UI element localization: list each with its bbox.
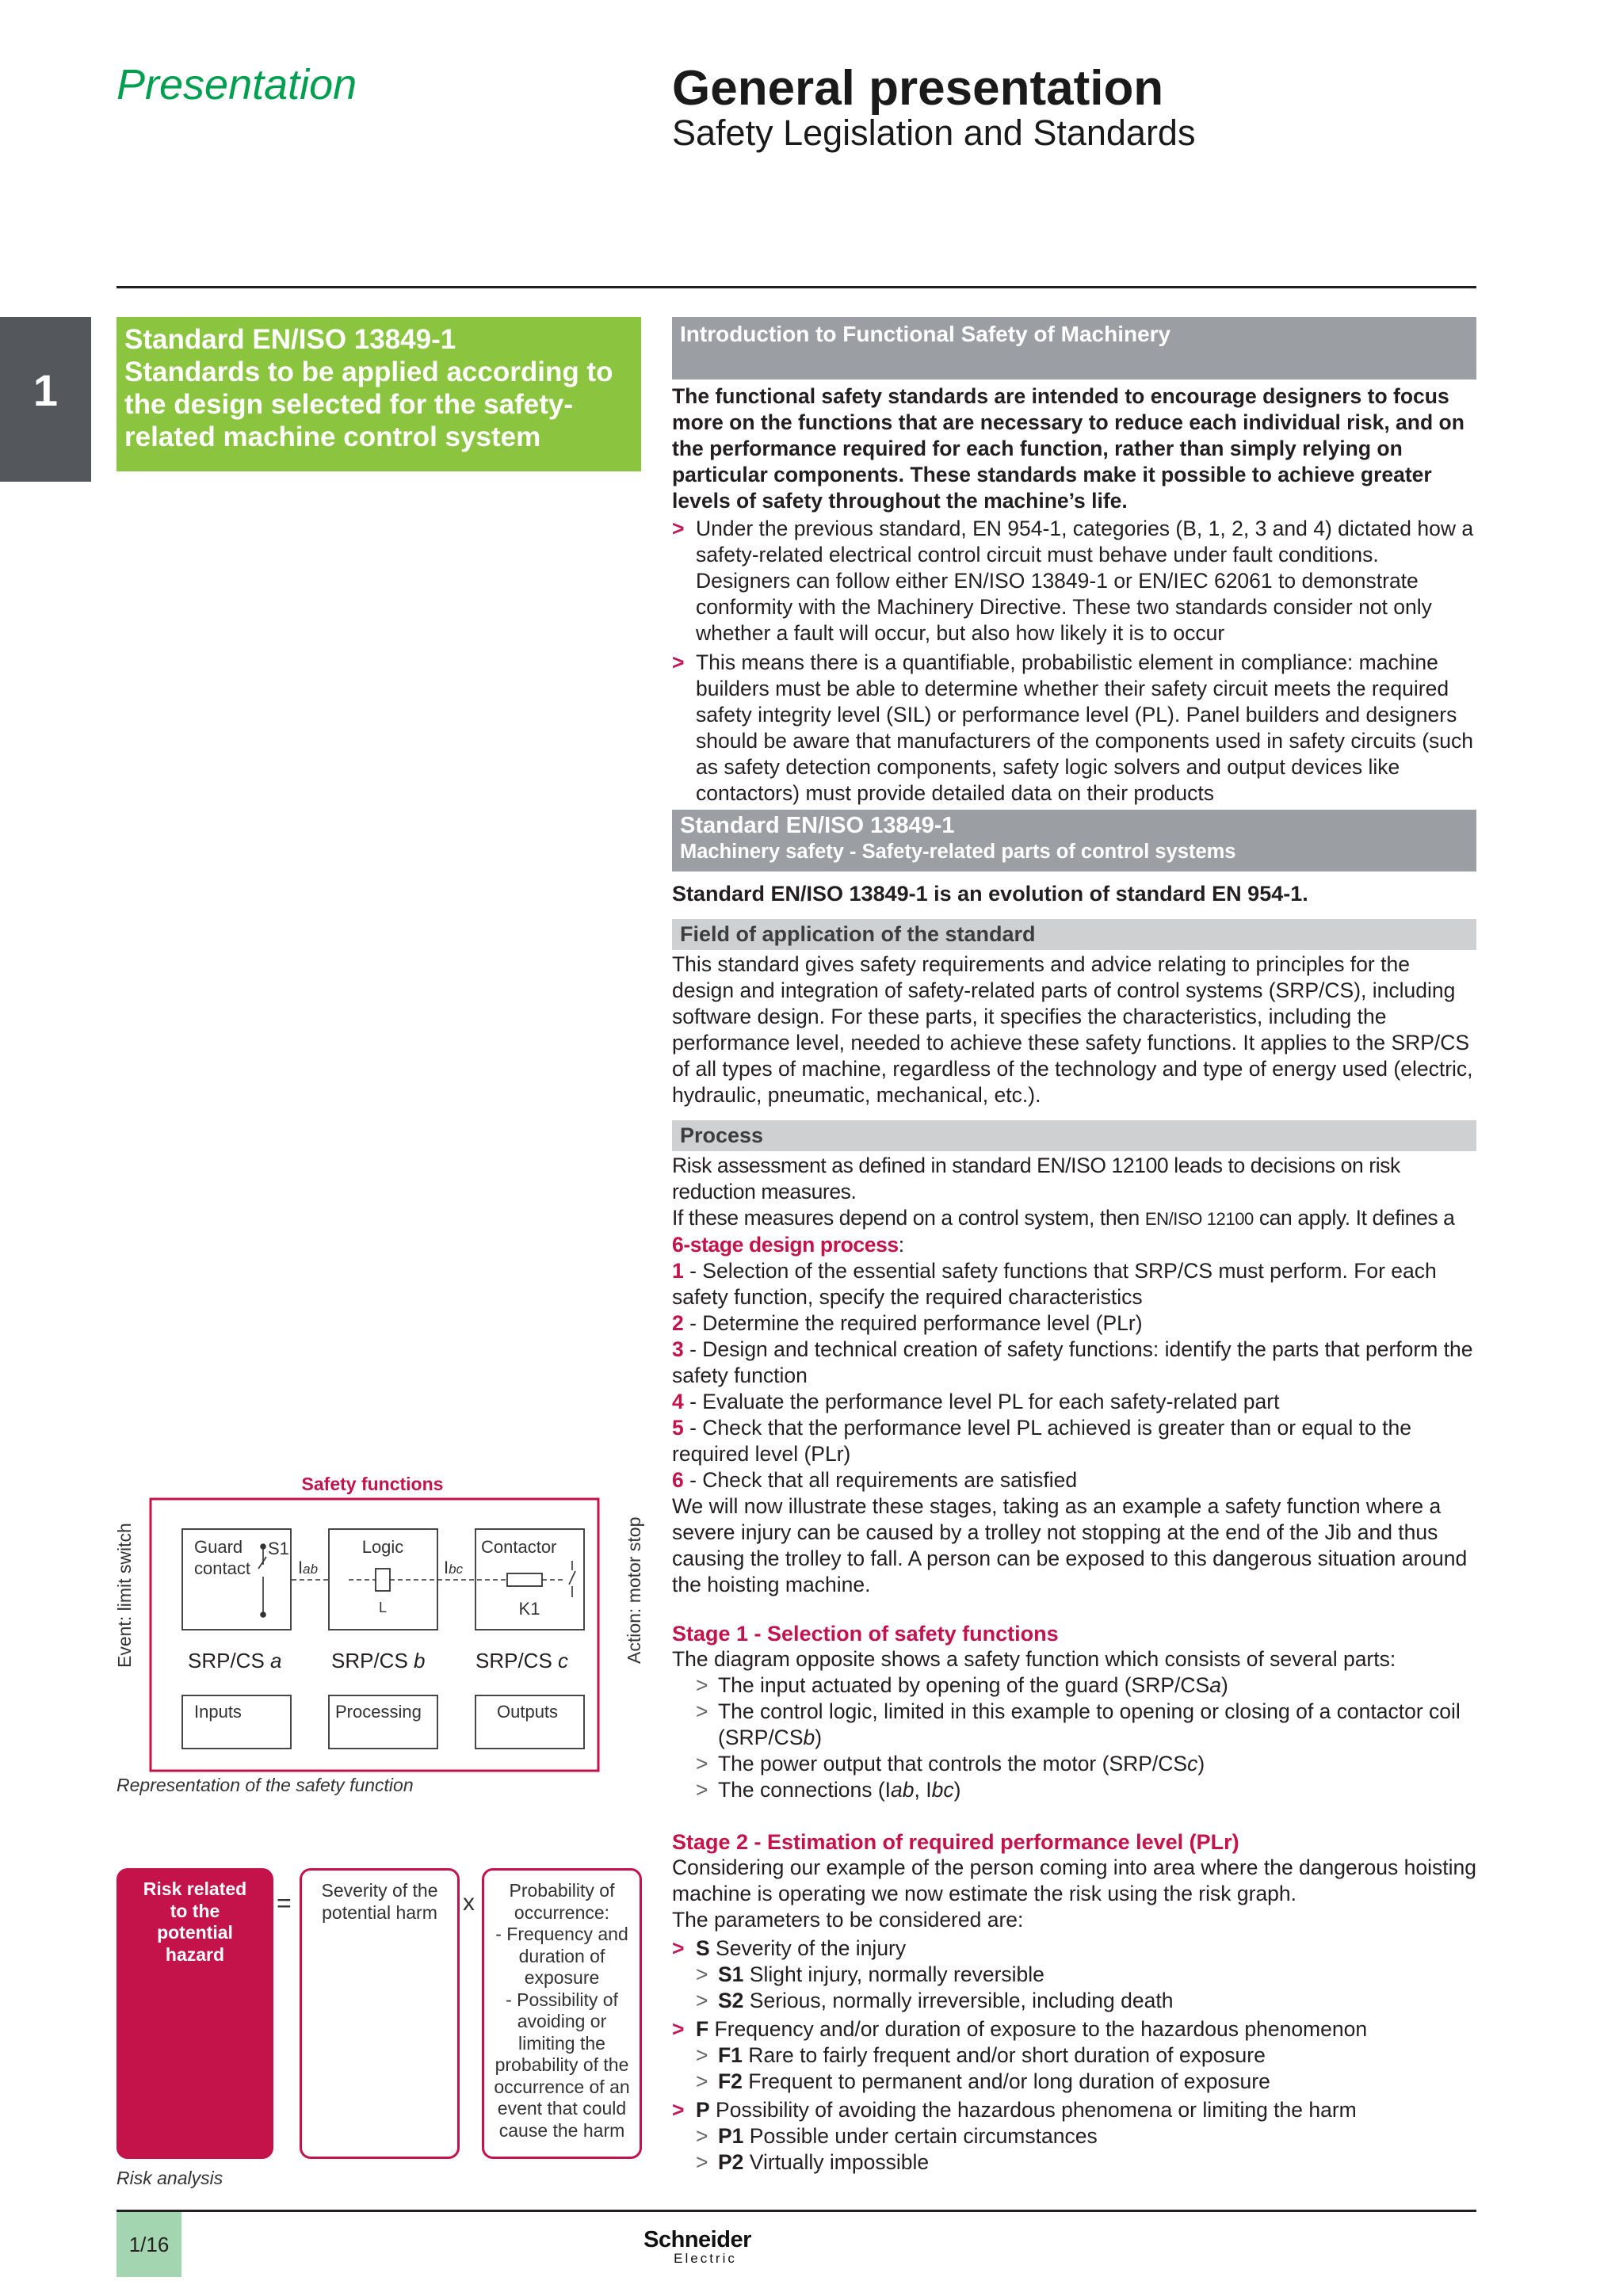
iab-sub: ab: [303, 1562, 319, 1577]
srp-a-text: SRP/CS: [188, 1649, 271, 1672]
schneider-logo: [634, 2228, 761, 2266]
probability-line: Probability of: [509, 1880, 615, 1901]
stage1-item-a: The power output that controls the motor (SRP/CS: [718, 1752, 1188, 1775]
process-text: [672, 1153, 1476, 1258]
step-number: 6: [672, 1468, 684, 1492]
bullet-marker-icon: >: [672, 650, 685, 674]
param-sub-key: S1: [718, 1962, 744, 1986]
stage1-title: Stage 1 - Selection of safety functions: [672, 1622, 1059, 1646]
srp-a-label: [188, 1649, 282, 1672]
stage1-item-a: The input actuated by opening of the guard (SRP/CS: [718, 1673, 1210, 1697]
ibc-sub: bc: [449, 1562, 464, 1577]
standard-summary-line1: Standard EN/ISO 13849-1: [124, 324, 456, 355]
design-process-highlight: 6-stage design process: [672, 1233, 899, 1257]
param-label: Severity of the injury: [709, 1936, 907, 1960]
logic-label: Logic: [361, 1537, 404, 1557]
process-heading: Process: [672, 1120, 1476, 1151]
standard-summary-box: [116, 317, 641, 471]
probability-line: limiting the: [518, 2032, 605, 2054]
stage1-item-a: The control logic, limited in this example to opening or closing of a contactor coil (SRP/CS: [718, 1699, 1461, 1749]
stage1-item: [672, 1699, 1476, 1751]
stage2-params: The parameters to be considered are:: [672, 1908, 1024, 1932]
sub-bullet-marker-icon: >: [696, 1752, 708, 1775]
standard-heading-subtitle: Machinery safety - Safety-related parts of control systems: [680, 841, 1236, 863]
param-sub-key: P1: [718, 2124, 744, 2148]
event-label: Event: limit switch: [114, 1523, 135, 1668]
stage1-item: [672, 1777, 1476, 1803]
stage1-item-italic: b: [803, 1726, 815, 1749]
s1-label: S1: [268, 1539, 289, 1558]
standard-evolution-line: Standard EN/ISO 13849-1 is an evolution of standard EN 954-1.: [672, 882, 1308, 906]
stage2-title: Stage 2 - Estimation of required performance level (PLr): [672, 1830, 1239, 1854]
stage2-intro: Considering our example of the person coming into area where the dangerous hoisting machine is operating we now estimate the risk using the risk graph.: [672, 1855, 1476, 1905]
design-step: [672, 1415, 1476, 1467]
bullet-marker-icon: >: [672, 2017, 685, 2041]
top-divider: [116, 286, 1476, 288]
iab-label: [298, 1558, 318, 1577]
probability-line: occurrence of an: [494, 2076, 630, 2097]
stage1-item-c: ): [953, 1778, 961, 1802]
diagram-caption: Representation of the safety function: [116, 1775, 414, 1795]
step-text: - Determine the required performance level (PLr): [683, 1311, 1143, 1335]
sub-bullet-marker-icon: >: [696, 2150, 708, 2174]
intro-bullet-text: This means there is a quantifiable, probabilistic element in compliance: machine builders must be able to determine whether their safety circuit meets the required safety integrity level (SIL) or performance level (PL). Panel builders and designers should be aware that manufacturers of the components used in safety circuits (such as safety detection components, safety logic solvers and output devices like contactors) must provide detailed data on their products: [696, 650, 1474, 805]
probability-line: occurrence:: [514, 1901, 610, 1923]
param-label: Possibility of avoiding the hazardous phenomena or limiting the harm: [709, 2098, 1357, 2122]
srp-c-italic: c: [558, 1649, 569, 1672]
page-title: General presentation: [672, 61, 1164, 116]
step-text: - Evaluate the performance level PL for each safety-related part: [683, 1390, 1280, 1413]
step-number: 4: [672, 1390, 684, 1413]
param-sub: [672, 2069, 1476, 2095]
step-text: - Check that all requirements are satisfied: [683, 1468, 1078, 1492]
param-sub-key: F1: [718, 2043, 743, 2067]
design-steps-list: [672, 1258, 1476, 1493]
inputs-label: Inputs: [194, 1702, 242, 1722]
ibc-label: [444, 1558, 464, 1577]
right-column: [672, 317, 1476, 2176]
bullet-marker-icon: >: [672, 517, 685, 540]
stage1-item-italic: ab: [891, 1778, 915, 1802]
intro-bullet: [672, 650, 1476, 807]
standard-summary-line2: Standards to be applied according to: [124, 357, 613, 387]
sub-bullet-marker-icon: >: [696, 1673, 708, 1697]
sub-bullet-marker-icon: >: [696, 1962, 708, 1986]
iab-i: I: [298, 1558, 304, 1577]
section-label: Presentation: [116, 61, 357, 109]
param-label: Frequency and/or duration of exposure to the hazardous phenomenon: [708, 2017, 1368, 2041]
stage1-item-a: The connections (I: [718, 1778, 892, 1802]
contactor-label: Contactor: [481, 1537, 557, 1557]
page-subtitle: Safety Legislation and Standards: [672, 113, 1196, 153]
probability-line: event that could: [497, 2098, 627, 2119]
srp-c-label: [475, 1649, 568, 1672]
outputs-label: Outputs: [497, 1702, 559, 1722]
bullet-marker-icon: >: [672, 2098, 685, 2122]
stage1-item-italic: a: [1209, 1673, 1221, 1697]
logo-brand-name: Schneider: [643, 2227, 751, 2252]
standard-summary-line4: related machine control system: [124, 421, 541, 452]
step-text: - Check that the performance level PL achieved is greater than or equal to the required level (PLr): [672, 1416, 1411, 1466]
process-text-b: can apply. It defines a: [1253, 1206, 1455, 1230]
sub-bullet-marker-icon: >: [696, 2043, 708, 2067]
stage1-item: [672, 1751, 1476, 1777]
sub-bullet-marker-icon: >: [696, 1989, 708, 2012]
stage1-item-b: ): [1197, 1752, 1205, 1775]
design-step: [672, 1467, 1476, 1493]
param-sub: [672, 1988, 1476, 2014]
safety-function-diagram: [111, 1466, 666, 1783]
times-sign: x: [463, 1890, 475, 1916]
severity-box: Severity of the potential harm: [300, 1868, 460, 2159]
srp-b-italic: b: [414, 1649, 426, 1672]
stage1-item: [672, 1672, 1476, 1699]
param-sub-label: Possible under certain circumstances: [743, 2124, 1098, 2148]
param-group: [672, 2097, 1476, 2123]
design-step: [672, 1310, 1476, 1337]
field-of-application-heading: Field of application of the standard: [672, 919, 1476, 950]
srp-b-label: [331, 1649, 426, 1672]
logic-coil-icon: [376, 1569, 390, 1591]
contactor-switch-icon: [569, 1561, 575, 1597]
bottom-divider: [116, 2210, 1476, 2212]
param-group: [672, 1936, 1476, 1962]
process-paragraph-2: [672, 1205, 1476, 1258]
stage1-item-b: ): [815, 1726, 823, 1749]
step-text: - Selection of the essential safety functions that SRP/CS must perform. For each safety function, specify the required characteristics: [672, 1259, 1437, 1309]
step-number: 1: [672, 1259, 684, 1283]
l-label: L: [378, 1600, 388, 1615]
chapter-tab: 1: [0, 317, 91, 482]
probability-line: - Possibility of: [506, 1989, 618, 2010]
param-key: P: [696, 2098, 710, 2122]
srp-b-text: SRP/CS: [331, 1649, 414, 1672]
param-sub-label: Rare to fairly frequent and/or short duration of exposure: [742, 2043, 1266, 2067]
param-key: S: [696, 1936, 710, 1960]
probability-line: avoiding or: [517, 2011, 607, 2031]
intro-bullet-text: Under the previous standard, EN 954-1, categories (B, 1, 2, 3 and 4) dictated how a safety-related electrical control circuit must behave under fault conditions. Designers can follow either EN/ISO 13849-1 or EN/IEC 62061 to demonstrate conformity with the Machinery Directive. These two standards consider not only whether a fault will occur, but also how likely it is to occur: [696, 517, 1474, 645]
intro-bullet: [672, 516, 1476, 646]
probability-line: probability of the: [495, 2054, 629, 2075]
probability-line: exposure: [524, 1967, 600, 1988]
srp-a-italic: a: [270, 1649, 282, 1672]
sub-bullet-marker-icon: >: [696, 1778, 708, 1802]
process-paragraph-1: Risk assessment as defined in standard EN/ISO 12100 leads to decisions on risk reduction measures.: [672, 1154, 1400, 1203]
standard-summary-line3: the design selected for the safety-: [124, 389, 573, 420]
sub-bullet-marker-icon: >: [696, 1699, 708, 1723]
processing-label: Processing: [335, 1702, 422, 1722]
intro-bold-text: The functional safety standards are intended to encourage designers to focus more on the functions that are necessary to reduce each individual risk, and on the performance required for each function, rather than simply relying on particular components. These standards make it possible to achieve greater levels of safety throughout the machine’s life.: [672, 384, 1465, 513]
param-sub: [672, 2123, 1476, 2149]
step-number: 3: [672, 1337, 684, 1361]
bullet-marker-icon: >: [672, 1936, 685, 1960]
sub-bullet-marker-icon: >: [696, 2069, 708, 2093]
param-sub-label: Slight injury, normally reversible: [743, 1962, 1044, 1986]
design-step: [672, 1258, 1476, 1310]
diagram-title: Safety functions: [301, 1474, 444, 1494]
param-key: F: [696, 2017, 709, 2041]
param-sub-key: S2: [718, 1989, 744, 2012]
probability-line: - Frequency and: [495, 1924, 628, 1944]
process-text-a: If these measures depend on a control system, then: [672, 1206, 1145, 1230]
field-of-application-text: This standard gives safety requirements and advice relating to principles for the design and integration of safety-related parts of control systems (SRP/CS), including software design. For these parts, it specifies the characteristics, including the performance level, needed to achieve these safety functions. It applies to the SRP/CS of all types of machine, regardless of the technology and type of energy used (electric, hydraulic, pneumatic, mechanical, etc.).: [672, 952, 1473, 1107]
probability-line: duration of: [518, 1945, 605, 1966]
param-sub-label: Virtually impossible: [743, 2150, 930, 2174]
param-sub-key: F2: [718, 2069, 743, 2093]
param-sub-label: Frequent to permanent and/or long duration of exposure: [742, 2069, 1270, 2093]
action-label: Action: motor stop: [624, 1516, 644, 1664]
k1-label: K1: [518, 1599, 540, 1619]
equals-sign: =: [277, 1889, 292, 1917]
risk-caption: Risk analysis: [116, 2168, 223, 2188]
stage1-item-b: , I: [914, 1778, 932, 1802]
switch-icon: [258, 1544, 266, 1617]
stage1-item-b: ): [1220, 1673, 1228, 1697]
stage1-item-italic: bc: [931, 1778, 954, 1802]
design-step: [672, 1337, 1476, 1389]
param-sub-key: P2: [718, 2150, 744, 2174]
step-text: - Design and technical creation of safety functions: identify the parts that perform the safety function: [672, 1337, 1473, 1387]
guard-label-1: Guard: [194, 1537, 243, 1557]
process-text-c: :: [898, 1233, 904, 1257]
example-text: We will now illustrate these stages, taking as an example a safety function where a severe injury can be caused by a trolley not stopping at the end of the Jib and thus causing the trolley to fall. A person can be exposed to this dangerous situation around the hoisting machine.: [672, 1494, 1468, 1596]
param-sub: [672, 1962, 1476, 1988]
srp-c-text: SRP/CS: [475, 1649, 559, 1672]
sub-bullet-marker-icon: >: [696, 2124, 708, 2148]
param-sub: [672, 2149, 1476, 2176]
intro-heading: Introduction to Functional Safety of Machinery: [672, 317, 1476, 379]
standard-heading-title: Standard EN/ISO 13849-1: [680, 813, 955, 838]
guard-label-2: contact: [194, 1558, 250, 1578]
design-step: [672, 1389, 1476, 1415]
stage1-intro: The diagram opposite shows a safety function which consists of several parts:: [672, 1647, 1396, 1671]
step-number: 5: [672, 1416, 684, 1440]
stage1-item-italic: c: [1187, 1752, 1198, 1775]
param-group: [672, 2016, 1476, 2042]
probability-box: [482, 1868, 642, 2159]
page-number: 1/16: [116, 2212, 181, 2277]
probability-line: cause the harm: [498, 2119, 625, 2141]
process-text-small: EN/ISO 12100: [1144, 1209, 1254, 1229]
standard-heading: [672, 810, 1476, 871]
param-sub-label: Serious, normally irreversible, including death: [743, 1989, 1174, 2012]
step-number: 2: [672, 1311, 684, 1335]
risk-box: Risk related to the potential hazard: [116, 1868, 273, 2159]
ibc-i: I: [444, 1558, 449, 1577]
param-sub: [672, 2042, 1476, 2069]
contactor-coil-icon: [507, 1573, 542, 1586]
logo-brand-sub: Electric: [674, 2251, 737, 2266]
